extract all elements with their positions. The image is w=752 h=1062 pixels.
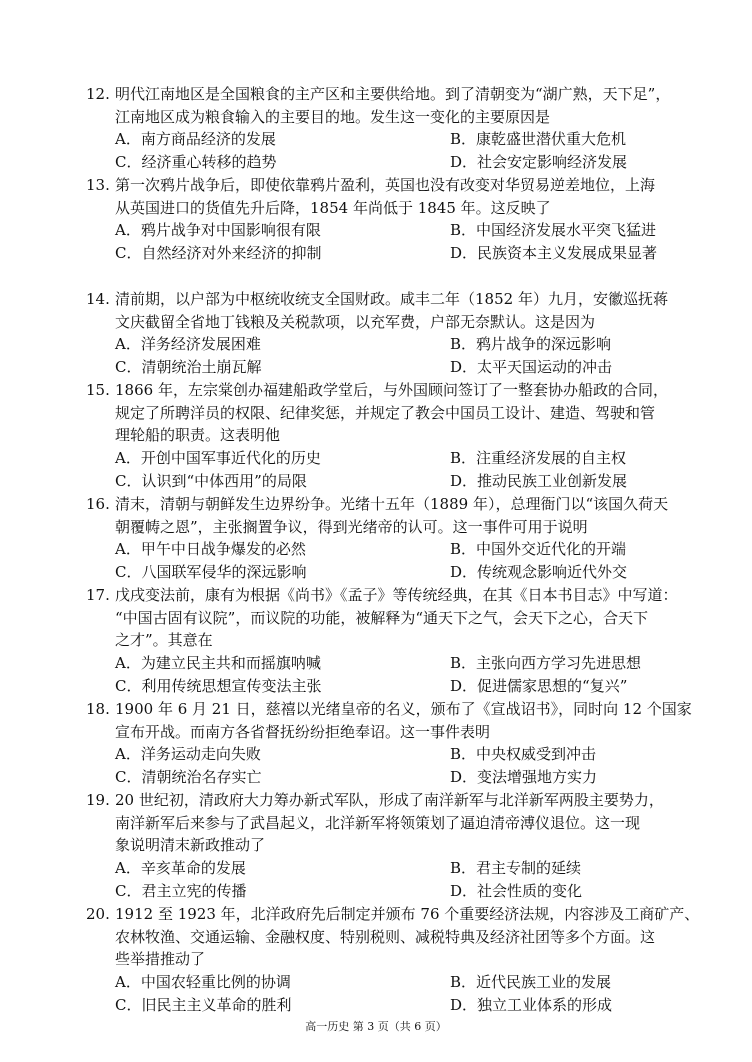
question-stem-text: 之才”。其意在 — [115, 631, 213, 650]
question-stem-line — [86, 629, 696, 652]
option-a: A．开创中国军事近代化的历史 — [115, 449, 321, 468]
question-stem-line — [86, 402, 696, 425]
option-a: A．南方商品经济的发展 — [115, 130, 276, 149]
question-stem-text: 清末，清朝与朝鲜发生边界纷争。光绪十五年（1889 年），总理衙门以“该国久荷天 — [115, 495, 669, 513]
option-b: B．康乾盛世潜伏重大危机 — [450, 130, 627, 149]
question-stem-text: 农林牧渔、交通运输、金融权度、特别税则、减税特典及经济社团等多个方面。这 — [115, 927, 656, 946]
options-row — [86, 242, 696, 265]
options-row — [86, 994, 696, 1017]
options-row — [86, 333, 696, 356]
question-stem-text: 从英国进口的货值先升后降，1854 年尚低于 1845 年。这反映了 — [115, 198, 551, 217]
options-row — [86, 857, 696, 880]
options-row — [86, 538, 696, 561]
options-row — [86, 561, 696, 584]
option-b: B．主张向西方学习先进思想 — [450, 654, 642, 673]
option-c: C．经济重心转移的趋势 — [115, 153, 277, 172]
options-row — [86, 743, 696, 766]
options-row — [86, 356, 696, 379]
question-13 — [86, 174, 696, 265]
options-row — [86, 675, 696, 698]
question-stem-text: 江南地区成为粮食输入的主要目的地。发生这一变化的主要原因是 — [115, 107, 551, 126]
option-c: C．清朝统治名存实亡 — [115, 768, 262, 787]
options-row — [86, 470, 696, 493]
option-d: D．变法增强地方实力 — [450, 768, 598, 787]
question-stem-line — [86, 424, 696, 447]
question-stem-text: 20 世纪初，清政府大力筹办新式军队，形成了南洋新军与北洋新军两股主要势力， — [115, 791, 664, 809]
question-stem-line — [86, 903, 700, 926]
question-19 — [86, 789, 696, 902]
question-20 — [86, 903, 700, 1016]
option-a: A．甲午中日战争爆发的必然 — [115, 540, 306, 559]
option-b: B．中国经济发展水平突飞猛进 — [450, 221, 657, 240]
question-16 — [86, 493, 696, 584]
question-stem-line — [86, 948, 696, 971]
option-a: A．中国农轻重比例的协调 — [115, 973, 291, 992]
question-stem-line — [86, 311, 696, 334]
option-d: D．独立工业体系的形成 — [450, 995, 613, 1014]
question-stem-line — [86, 721, 696, 744]
option-a: A．辛亥革命的发展 — [115, 859, 246, 878]
question-stem-text: 些举措推动了 — [115, 950, 206, 969]
question-stem-line — [86, 812, 696, 835]
question-stem-text: 清前期，以户部为中枢统收统支全国财政。咸丰二年（1852 年）九月，安徽巡抚蒋 — [115, 290, 668, 308]
option-b: B．中央权威受到冲击 — [450, 745, 597, 764]
question-stem-line — [86, 493, 696, 516]
question-14 — [86, 288, 696, 379]
option-b: B．近代民族工业的发展 — [450, 973, 612, 992]
question-stem-text: 明代江南地区是全国粮食的主产区和主要供给地。到了清朝变为“湖广熟，天下足”， — [115, 85, 671, 103]
question-stem-text: 文庆截留全省地丁钱粮及关税款项，以充军费，户部无奈默认。这是因为 — [115, 312, 596, 331]
option-a: A．鸦片战争对中国影响很有限 — [115, 221, 321, 240]
question-stem-text: 朝覆帱之恩”，主张搁置争议，得到光绪帝的认可。这一事件可用于说明 — [115, 517, 588, 536]
question-stem-line — [86, 379, 696, 402]
question-number: 13. — [86, 176, 110, 194]
question-number: 20. — [86, 905, 110, 923]
question-number: 19. — [86, 791, 110, 809]
option-b: B．注重经济发展的自主权 — [450, 449, 627, 468]
option-c: C．君主立宪的传播 — [115, 881, 247, 900]
question-stem-line — [86, 288, 696, 311]
question-stem-text: 象说明清末新政推动了 — [115, 836, 266, 855]
option-c: C．认识到“中体西用”的局限 — [115, 471, 307, 490]
option-d: D．促进儒家思想的“复兴” — [450, 676, 628, 695]
question-stem-text: 规定了所聘洋员的权限、纪律奖惩，并规定了教会中国员工设计、建造、驾驶和管 — [115, 403, 656, 422]
option-b: B．中国外交近代化的开端 — [450, 540, 627, 559]
options-row — [86, 447, 696, 470]
question-stem-line — [86, 834, 696, 857]
question-number: 17. — [86, 586, 110, 604]
option-a: A．为建立民主共和而摇旗呐喊 — [115, 654, 321, 673]
question-stem-line — [86, 789, 696, 812]
options-row — [86, 151, 696, 174]
option-c: C．清朝统治土崩瓦解 — [115, 358, 262, 377]
options-row — [86, 128, 696, 151]
question-stem-line — [86, 174, 696, 197]
option-d: D．民族资本主义发展成果显著 — [450, 244, 658, 263]
question-18 — [86, 698, 696, 789]
question-number: 18. — [86, 700, 110, 718]
options-row — [86, 219, 696, 242]
question-stem-line — [86, 584, 696, 607]
question-stem-text: 南洋新军后来参与了武昌起义，北洋新军将领策划了逼迫清帝溥仪退位。这一现 — [115, 813, 641, 832]
question-number: 14. — [86, 290, 110, 308]
question-17 — [86, 584, 696, 697]
option-b: B．君主专制的延续 — [450, 859, 582, 878]
question-stem-line — [86, 698, 696, 721]
question-number: 16. — [86, 495, 110, 513]
question-12 — [86, 83, 696, 174]
option-d: D．社会安定影响经济发展 — [450, 153, 628, 172]
question-stem-line — [86, 106, 696, 129]
question-stem-text: 戊戌变法前，康有为根据《尚书》《孟子》等传统经典，在其《日本书目志》中写道： — [115, 586, 678, 604]
option-d: D．太平天国运动的冲击 — [450, 358, 613, 377]
options-row — [86, 766, 696, 789]
question-stem-line — [86, 197, 696, 220]
option-d: D．社会性质的变化 — [450, 881, 583, 900]
option-a: A．洋务经济发展困难 — [115, 335, 261, 354]
question-stem-text: 宣布开战。而南方各省督抚纷纷拒绝奉诏。这一事件表明 — [115, 722, 491, 741]
option-d: D．传统观念影响近代外交 — [450, 563, 628, 582]
option-c: C．八国联军侵华的深远影响 — [115, 563, 307, 582]
option-c: C．利用传统思想宣传变法主张 — [115, 676, 322, 695]
question-stem-line — [86, 83, 696, 106]
page-footer: 高一历史 第 3 页（共 6 页） — [305, 1020, 447, 1033]
question-stem-line — [86, 516, 696, 539]
option-c: C．自然经济对外来经济的抑制 — [115, 244, 322, 263]
question-stem-line — [86, 926, 696, 949]
question-15 — [86, 379, 696, 492]
options-row — [86, 880, 696, 903]
question-stem-text: 第一次鸦片战争后，即使依靠鸦片盈利，英国也没有改变对华贸易逆差地位，上海 — [115, 176, 656, 194]
options-row — [86, 652, 696, 675]
option-d: D．推动民族工业创新发展 — [450, 471, 628, 490]
question-stem-text: 理轮船的职责。这表明他 — [115, 426, 281, 445]
question-stem-text: 1912 至 1923 年，北洋政府先后制定并颁布 76 个重要经济法规，内容涉及工商矿产、 — [115, 905, 700, 923]
options-row — [86, 971, 696, 994]
question-number: 12. — [86, 85, 110, 103]
question-stem-text: “中国古固有议院”，而议院的功能，被解释为“通天下之气，会天下之心，合天下 — [115, 608, 649, 627]
option-a: A．洋务运动走向失败 — [115, 745, 261, 764]
option-b: B．鸦片战争的深远影响 — [450, 335, 612, 354]
question-stem-text: 1866 年，左宗棠创办福建船政学堂后，与外国顾问签订了一整套协办船政的合同， — [115, 381, 668, 399]
option-c: C．旧民主主义革命的胜利 — [115, 995, 292, 1014]
question-stem-text: 1900 年 6 月 21 日，慈禧以光绪皇帝的名义，颁布了《宣战诏书》，同时向 12 个国家 — [115, 700, 692, 718]
question-stem-line — [86, 607, 696, 630]
question-number: 15. — [86, 381, 110, 399]
